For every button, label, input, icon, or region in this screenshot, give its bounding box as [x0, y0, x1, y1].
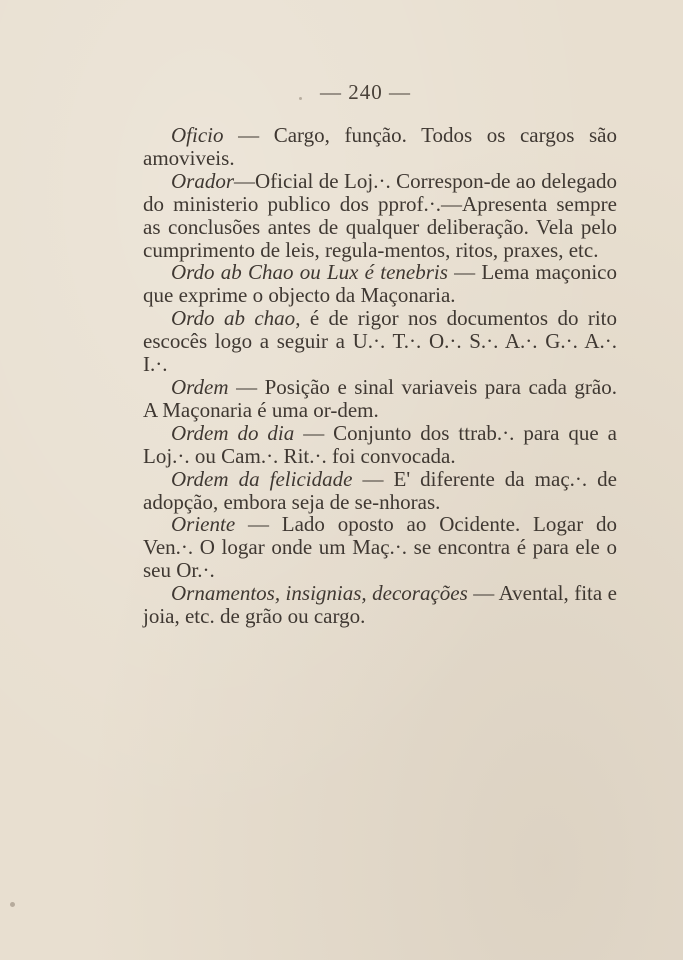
entry-separator: —	[447, 260, 482, 285]
entry-body: Lado oposto ao Ocidente. Logar do Ven.·. O logar onde um Maç.·. se encontra é para ele o seu Or.·.	[143, 512, 617, 583]
entry-ordem-do-dia	[143, 422, 617, 468]
entry-body: Posição e sinal variaveis para cada grão. A Maçonaria é uma or-dem.	[143, 374, 617, 422]
entry-body: Lema maçonico que exprime o objecto da Maçonaria.	[143, 260, 618, 308]
entry-separator: —	[234, 168, 256, 193]
entry-body: Conjunto dos ttrab.·. para que a Loj.·. ou Cam.·. Rit.·. foi convocada.	[143, 420, 617, 468]
page-number: — 240 —	[320, 80, 411, 104]
entry-separator: —	[223, 123, 274, 147]
entry-term: Ornamentos, insignias, decorações	[171, 581, 468, 606]
entry-term: Ordo ab chao	[171, 306, 296, 331]
entry-separator: —	[294, 420, 334, 445]
entry-oriente	[143, 513, 617, 582]
entry-ordem-da-felicidade	[143, 468, 617, 514]
entry-separator: ,	[295, 306, 310, 331]
entry-term: Ordem	[171, 374, 229, 399]
entry-oficio	[143, 124, 617, 170]
entry-body: E' diferente da maç.·. de adopção, embora seja de se-nhoras.	[143, 466, 617, 514]
entry-separator: —	[467, 581, 499, 606]
entry-term: Oriente	[171, 512, 236, 537]
entry-term: Ordem do dia	[171, 420, 295, 445]
entry-body: Cargo, função. Todos os cargos são amoviveis.	[143, 123, 618, 170]
entry-ordo-ab-chao-lema	[143, 261, 617, 307]
entry-ordem	[143, 376, 617, 422]
entry-orador	[143, 170, 617, 262]
entry-body: Oficial de Loj.·. Correspon-de ao delegado do ministerio publico dos pprof.·.—Apresenta sempre as conclusões antes de qualquer deliberação. Vela pelo cumprimento de leis, regula-mentos, ritos, praxes, etc.	[143, 168, 617, 262]
entry-term: Ordem da felicidade	[171, 466, 353, 491]
entry-term: Orador	[171, 168, 235, 193]
paper-spot	[10, 902, 15, 907]
entry-ordo-ab-chao	[143, 307, 617, 376]
paper-spot	[299, 97, 302, 100]
entry-ornamentos	[143, 582, 617, 628]
entry-body: é de rigor nos documentos do rito escocês logo a seguir a U.·. T.·. O.·. S.·. A.·. G.·. A.·. I.·.	[143, 306, 618, 377]
entry-term: Oficio	[171, 123, 224, 147]
entry-separator: —	[352, 466, 394, 491]
glossary-entries	[143, 124, 617, 628]
entry-separator: —	[235, 512, 282, 537]
entry-separator: —	[228, 374, 265, 399]
entry-term: Ordo ab Chao ou Lux é tenebris	[171, 260, 448, 285]
entry-body: Avental, fita e joia, etc. de grão ou cargo.	[143, 581, 617, 629]
